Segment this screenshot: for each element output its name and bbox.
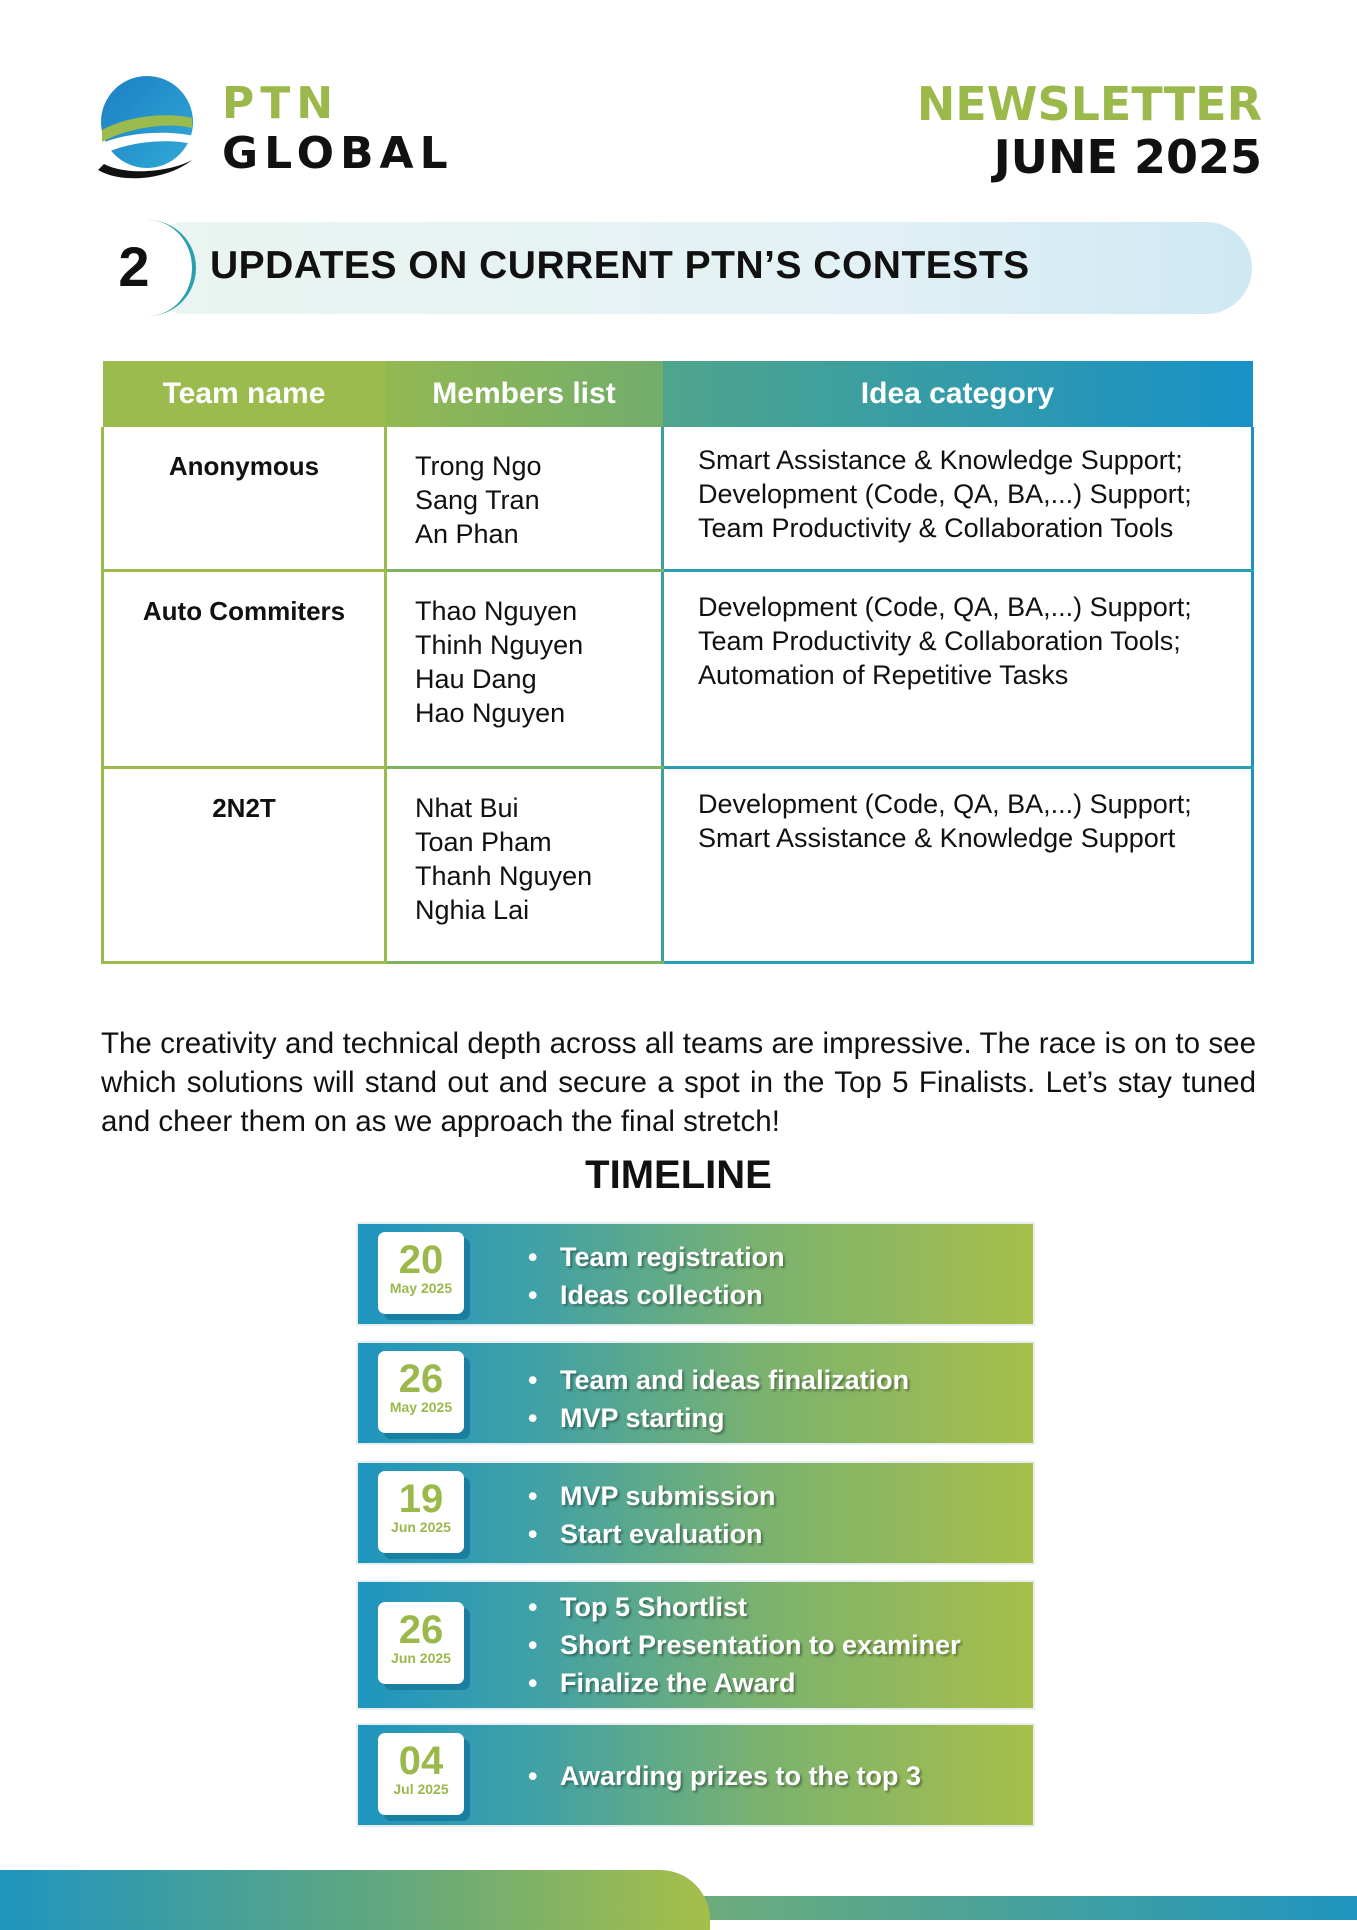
members-cell	[386, 427, 663, 570]
timeline-month: Jun 2025	[391, 1650, 451, 1666]
timeline-month: Jul 2025	[393, 1781, 449, 1797]
contest-teams-table	[101, 361, 1254, 964]
member-name: Hao Nguyen	[415, 697, 566, 728]
issue-label	[917, 78, 1262, 184]
timeline-point: • Ideas collection	[528, 1276, 785, 1314]
team-name: 2N2T	[212, 792, 276, 823]
table-header-row	[103, 361, 1253, 427]
ptn-global-logo	[92, 72, 454, 187]
table-row	[103, 767, 1253, 962]
member-name: Thao Nguyen	[415, 595, 578, 626]
footer-stripe	[600, 1896, 1357, 1920]
timeline-date-card	[378, 1733, 464, 1815]
member-name: Toan Pham	[415, 826, 552, 857]
globe-logo-icon	[92, 72, 202, 187]
timeline-day: 26	[398, 1357, 444, 1401]
logo-text-global: GLOBAL	[222, 128, 454, 179]
team-name-cell	[103, 570, 386, 767]
timeline-month: May 2025	[389, 1280, 453, 1296]
timeline-point: • Awarding prizes to the top 3	[528, 1757, 921, 1795]
member-name: Hau Dang	[415, 663, 537, 694]
timeline-item	[356, 1461, 1035, 1565]
timeline-points	[528, 1588, 961, 1702]
section-title: UPDATES ON CURRENT PTN’S CONTESTS	[210, 244, 1030, 287]
summary-paragraph: The creativity and technical depth across all teams are impressive. The race is on to see which solutions will stand out and secure a spot in the Top 5 Finalists. Let’s stay tuned and cheer them on as we approach the final stretch!	[101, 1026, 1256, 1138]
footer-wave	[0, 1870, 710, 1930]
idea-category-cell	[663, 570, 1253, 767]
timeline-item	[356, 1341, 1035, 1445]
timeline-day: 26	[398, 1608, 444, 1652]
team-name-cell	[103, 427, 386, 570]
timeline-point: • Team registration	[528, 1238, 785, 1276]
column-header-team-name: Team name	[103, 361, 386, 427]
timeline-day: 04	[398, 1739, 444, 1783]
timeline-date-card	[378, 1351, 464, 1433]
timeline-point: • Top 5 Shortlist	[528, 1588, 961, 1626]
timeline-point: • Start evaluation	[528, 1515, 776, 1553]
newsletter-label: NEWSLETTER	[916, 77, 1262, 131]
timeline-date-card	[378, 1602, 464, 1684]
logo-text-ptn: PTN	[222, 78, 340, 129]
idea-category: Smart Assistance & Knowledge Support	[698, 822, 1176, 853]
members-cell	[386, 570, 663, 767]
timeline-point: • MVP submission	[528, 1477, 776, 1515]
members-cell	[386, 767, 663, 962]
timeline-month: Jun 2025	[391, 1519, 451, 1535]
idea-category: Team Productivity & Collaboration Tools;	[698, 625, 1181, 656]
idea-category: Development (Code, QA, BA,...) Support;	[698, 788, 1192, 819]
timeline-points	[528, 1238, 785, 1314]
team-name: Auto Commiters	[142, 595, 346, 626]
timeline-point: • Short Presentation to examiner	[528, 1626, 961, 1664]
timeline-points	[528, 1757, 921, 1795]
member-name: Nhat Bui	[415, 792, 519, 823]
timeline-point: • MVP starting	[528, 1399, 909, 1437]
idea-category: Automation of Repetitive Tasks	[698, 659, 1069, 690]
column-header-idea-category: Idea category	[663, 361, 1253, 427]
table-row	[103, 427, 1253, 570]
member-name: Trong Ngo	[415, 451, 542, 481]
timeline-item	[356, 1580, 1035, 1710]
team-name-cell	[103, 767, 386, 962]
timeline-points	[528, 1477, 776, 1553]
team-name: Anonymous	[168, 451, 320, 481]
idea-category-cell	[663, 767, 1253, 962]
member-name: Nghia Lai	[415, 894, 530, 925]
idea-category: Team Productivity & Collaboration Tools	[698, 513, 1174, 543]
column-header-members-list: Members list	[386, 361, 663, 427]
timeline-day: 20	[398, 1238, 444, 1282]
member-name: Sang Tran	[415, 485, 540, 515]
idea-category: Development (Code, QA, BA,...) Support;	[698, 479, 1192, 509]
idea-category: Development (Code, QA, BA,...) Support;	[698, 591, 1192, 622]
timeline-day: 19	[398, 1477, 444, 1521]
timeline-point: • Team and ideas finalization	[528, 1361, 909, 1399]
timeline-date-card	[378, 1232, 464, 1314]
timeline-title: TIMELINE	[585, 1153, 772, 1197]
timeline-item	[356, 1222, 1035, 1326]
table-row	[103, 570, 1253, 767]
timeline-date-card	[378, 1471, 464, 1553]
timeline-point: • Finalize the Award	[528, 1664, 961, 1702]
idea-category: Smart Assistance & Knowledge Support;	[698, 445, 1183, 475]
timeline-points	[528, 1361, 909, 1437]
timeline-item	[356, 1723, 1035, 1827]
section-banner	[100, 220, 1252, 316]
section-number: 2	[118, 235, 150, 298]
timeline-month: May 2025	[389, 1399, 453, 1415]
issue-date: JUNE 2025	[993, 129, 1262, 184]
member-name: Thanh Nguyen	[415, 860, 593, 891]
member-name: Thinh Nguyen	[415, 629, 584, 660]
member-name: An Phan	[415, 519, 519, 549]
idea-category-cell	[663, 427, 1253, 570]
